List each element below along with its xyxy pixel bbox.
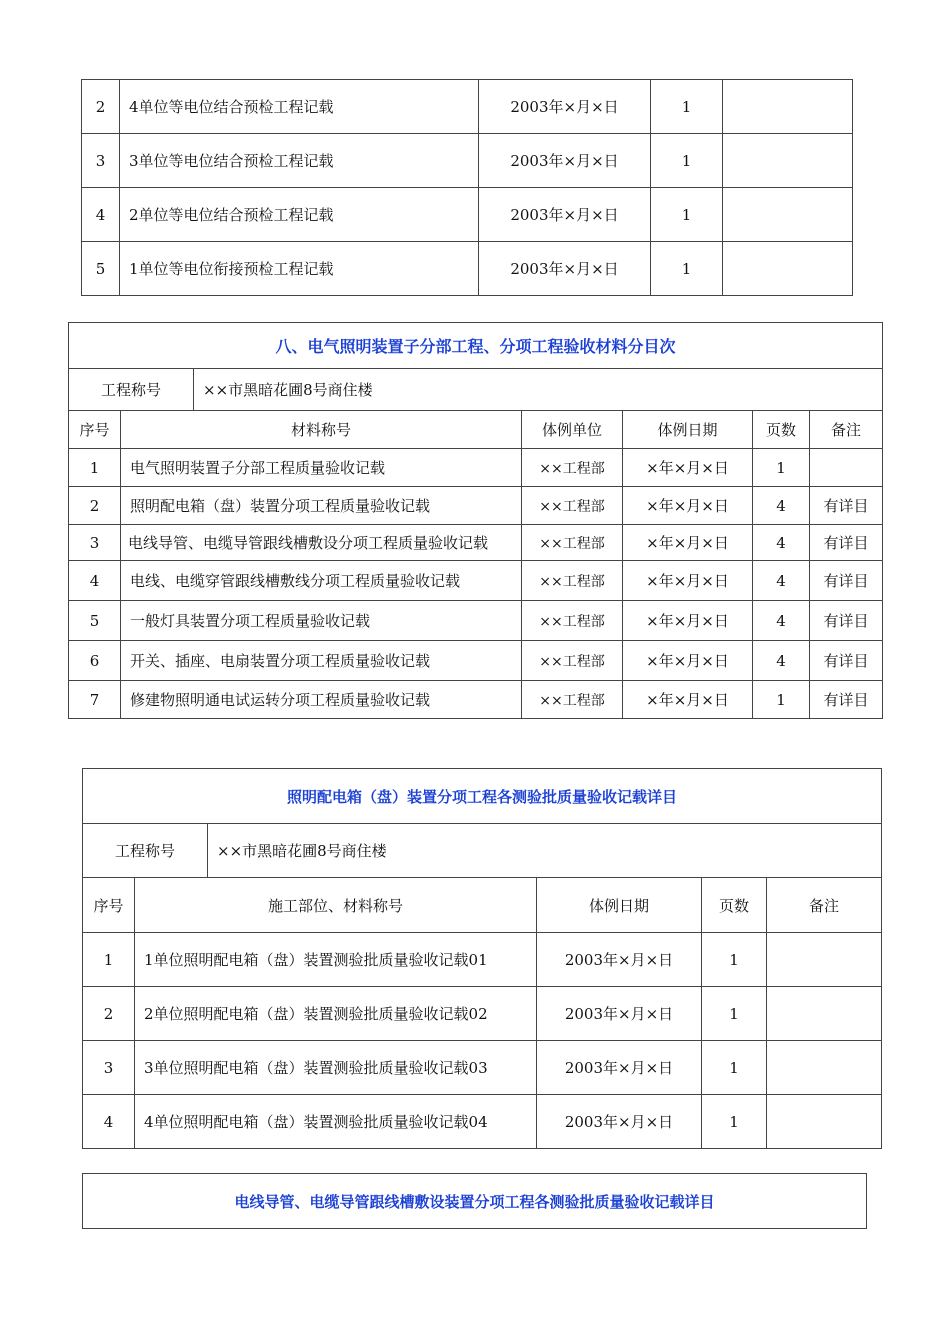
header-date: 体例日期 bbox=[537, 878, 702, 933]
header-name: 材料称号 bbox=[121, 411, 522, 449]
compiler-unit: ××工程部 bbox=[522, 525, 623, 561]
compile-date: ×年×月×日 bbox=[623, 601, 753, 641]
compiler-unit: ××工程部 bbox=[522, 601, 623, 641]
table-row bbox=[69, 449, 883, 487]
remark bbox=[810, 449, 883, 487]
compile-date: ×年×月×日 bbox=[623, 487, 753, 525]
record-date: 2003年×月×日 bbox=[479, 80, 651, 134]
page-count: 1 bbox=[702, 1095, 767, 1149]
compile-date: ×年×月×日 bbox=[623, 525, 753, 561]
row-number: 6 bbox=[69, 641, 121, 681]
header-pages: 页数 bbox=[753, 411, 810, 449]
table-row bbox=[69, 525, 883, 561]
page-count: 1 bbox=[702, 933, 767, 987]
table-row bbox=[69, 487, 883, 525]
record-name: 1单位照明配电箱（盘）装置测验批质量验收记载01 bbox=[135, 933, 537, 987]
table-row bbox=[82, 80, 853, 134]
row-number: 7 bbox=[69, 681, 121, 719]
row-number: 1 bbox=[69, 449, 121, 487]
compiler-unit: ××工程部 bbox=[522, 449, 623, 487]
page-count: 1 bbox=[651, 242, 723, 296]
record-name: 2单位等电位结合预检工程记载 bbox=[120, 188, 479, 242]
row-number: 4 bbox=[83, 1095, 135, 1149]
table-row bbox=[69, 641, 883, 681]
record-name: 1单位等电位衔接预检工程记载 bbox=[120, 242, 479, 296]
table-row bbox=[83, 1041, 882, 1095]
header-unit: 体例单位 bbox=[522, 411, 623, 449]
remark: 有详目 bbox=[810, 561, 883, 601]
compiler-unit: ××工程部 bbox=[522, 641, 623, 681]
header-date: 体例日期 bbox=[623, 411, 753, 449]
row-number: 1 bbox=[83, 933, 135, 987]
page-count: 4 bbox=[753, 561, 810, 601]
table-row bbox=[83, 1095, 882, 1149]
table-row bbox=[82, 134, 853, 188]
page-count: 1 bbox=[651, 188, 723, 242]
page-count: 1 bbox=[702, 987, 767, 1041]
header-pages: 页数 bbox=[702, 878, 767, 933]
project-value: ××市黑暗花圃8号商住楼 bbox=[194, 369, 883, 411]
remark bbox=[723, 242, 853, 296]
record-date: 2003年×月×日 bbox=[479, 134, 651, 188]
remark: 有详目 bbox=[810, 681, 883, 719]
table-row bbox=[83, 987, 882, 1041]
compiler-unit: ××工程部 bbox=[522, 487, 623, 525]
remark bbox=[723, 188, 853, 242]
compiler-unit: ××工程部 bbox=[522, 681, 623, 719]
table-row bbox=[69, 561, 883, 601]
material-name: 开关、插座、电扇装置分项工程质量验收记载 bbox=[121, 641, 522, 681]
table-lighting-subdivision-index bbox=[68, 322, 883, 719]
project-label: 工程称号 bbox=[83, 824, 208, 878]
project-value: ××市黑暗花圃8号商住楼 bbox=[208, 824, 882, 878]
compile-date: ×年×月×日 bbox=[623, 641, 753, 681]
header-name: 施工部位、材料称号 bbox=[135, 878, 537, 933]
row-number: 5 bbox=[82, 242, 120, 296]
table-row bbox=[83, 933, 882, 987]
compile-date: ×年×月×日 bbox=[623, 449, 753, 487]
table-row bbox=[82, 242, 853, 296]
material-name: 电气照明装置子分部工程质量验收记载 bbox=[121, 449, 522, 487]
row-number: 5 bbox=[69, 601, 121, 641]
header-row bbox=[69, 411, 883, 449]
compile-date: ×年×月×日 bbox=[623, 681, 753, 719]
remark bbox=[767, 987, 882, 1041]
page-count: 4 bbox=[753, 641, 810, 681]
remark bbox=[723, 80, 853, 134]
material-name: 照明配电箱（盘）装置分项工程质量验收记载 bbox=[121, 487, 522, 525]
material-name: 一般灯具装置分项工程质量验收记载 bbox=[121, 601, 522, 641]
table-equipotential-records bbox=[81, 79, 853, 296]
page-count: 1 bbox=[753, 681, 810, 719]
project-label: 工程称号 bbox=[69, 369, 194, 411]
compiler-unit: ××工程部 bbox=[522, 561, 623, 601]
page-count: 1 bbox=[753, 449, 810, 487]
remark bbox=[767, 1041, 882, 1095]
section-title: 八、电气照明装置子分部工程、分项工程验收材料分目次 bbox=[69, 323, 883, 369]
row-number: 3 bbox=[69, 525, 121, 561]
remark: 有详目 bbox=[810, 525, 883, 561]
record-date: 2003年×月×日 bbox=[479, 242, 651, 296]
row-number: 3 bbox=[82, 134, 120, 188]
record-date: 2003年×月×日 bbox=[537, 933, 702, 987]
remark: 有详目 bbox=[810, 601, 883, 641]
record-name: 3单位照明配电箱（盘）装置测验批质量验收记载03 bbox=[135, 1041, 537, 1095]
header-row bbox=[83, 878, 882, 933]
header-no: 序号 bbox=[69, 411, 121, 449]
page-count: 4 bbox=[753, 601, 810, 641]
header-note: 备注 bbox=[767, 878, 882, 933]
record-name: 3单位等电位结合预检工程记载 bbox=[120, 134, 479, 188]
page-count: 4 bbox=[753, 525, 810, 561]
remark bbox=[767, 933, 882, 987]
record-name: 2单位照明配电箱（盘）装置测验批质量验收记载02 bbox=[135, 987, 537, 1041]
remark bbox=[723, 134, 853, 188]
row-number: 2 bbox=[69, 487, 121, 525]
table-conduit-detail bbox=[82, 1173, 867, 1229]
material-name: 电线导管、电缆导管跟线槽敷设分项工程质量验收记载 bbox=[121, 525, 522, 561]
material-name: 电线、电缆穿管跟线槽敷线分项工程质量验收记载 bbox=[121, 561, 522, 601]
page-count: 4 bbox=[753, 487, 810, 525]
page-count: 1 bbox=[702, 1041, 767, 1095]
section-title: 电线导管、电缆导管跟线槽敷设装置分项工程各测验批质量验收记载详目 bbox=[83, 1174, 867, 1229]
record-date: 2003年×月×日 bbox=[537, 1095, 702, 1149]
record-date: 2003年×月×日 bbox=[537, 1041, 702, 1095]
header-no: 序号 bbox=[83, 878, 135, 933]
remark: 有详目 bbox=[810, 641, 883, 681]
row-number: 4 bbox=[69, 561, 121, 601]
table-row bbox=[69, 601, 883, 641]
row-number: 3 bbox=[83, 1041, 135, 1095]
record-name: 4单位等电位结合预检工程记载 bbox=[120, 80, 479, 134]
section-title: 照明配电箱（盘）装置分项工程各测验批质量验收记载详目 bbox=[83, 769, 882, 824]
material-name: 修建物照明通电试运转分项工程质量验收记载 bbox=[121, 681, 522, 719]
row-number: 2 bbox=[82, 80, 120, 134]
remark bbox=[767, 1095, 882, 1149]
page-count: 1 bbox=[651, 134, 723, 188]
remark: 有详目 bbox=[810, 487, 883, 525]
record-name: 4单位照明配电箱（盘）装置测验批质量验收记载04 bbox=[135, 1095, 537, 1149]
compile-date: ×年×月×日 bbox=[623, 561, 753, 601]
page-count: 1 bbox=[651, 80, 723, 134]
table-row bbox=[69, 681, 883, 719]
table-distribution-box-detail bbox=[82, 768, 882, 1149]
record-date: 2003年×月×日 bbox=[537, 987, 702, 1041]
record-date: 2003年×月×日 bbox=[479, 188, 651, 242]
table-row bbox=[82, 188, 853, 242]
row-number: 2 bbox=[83, 987, 135, 1041]
header-note: 备注 bbox=[810, 411, 883, 449]
row-number: 4 bbox=[82, 188, 120, 242]
